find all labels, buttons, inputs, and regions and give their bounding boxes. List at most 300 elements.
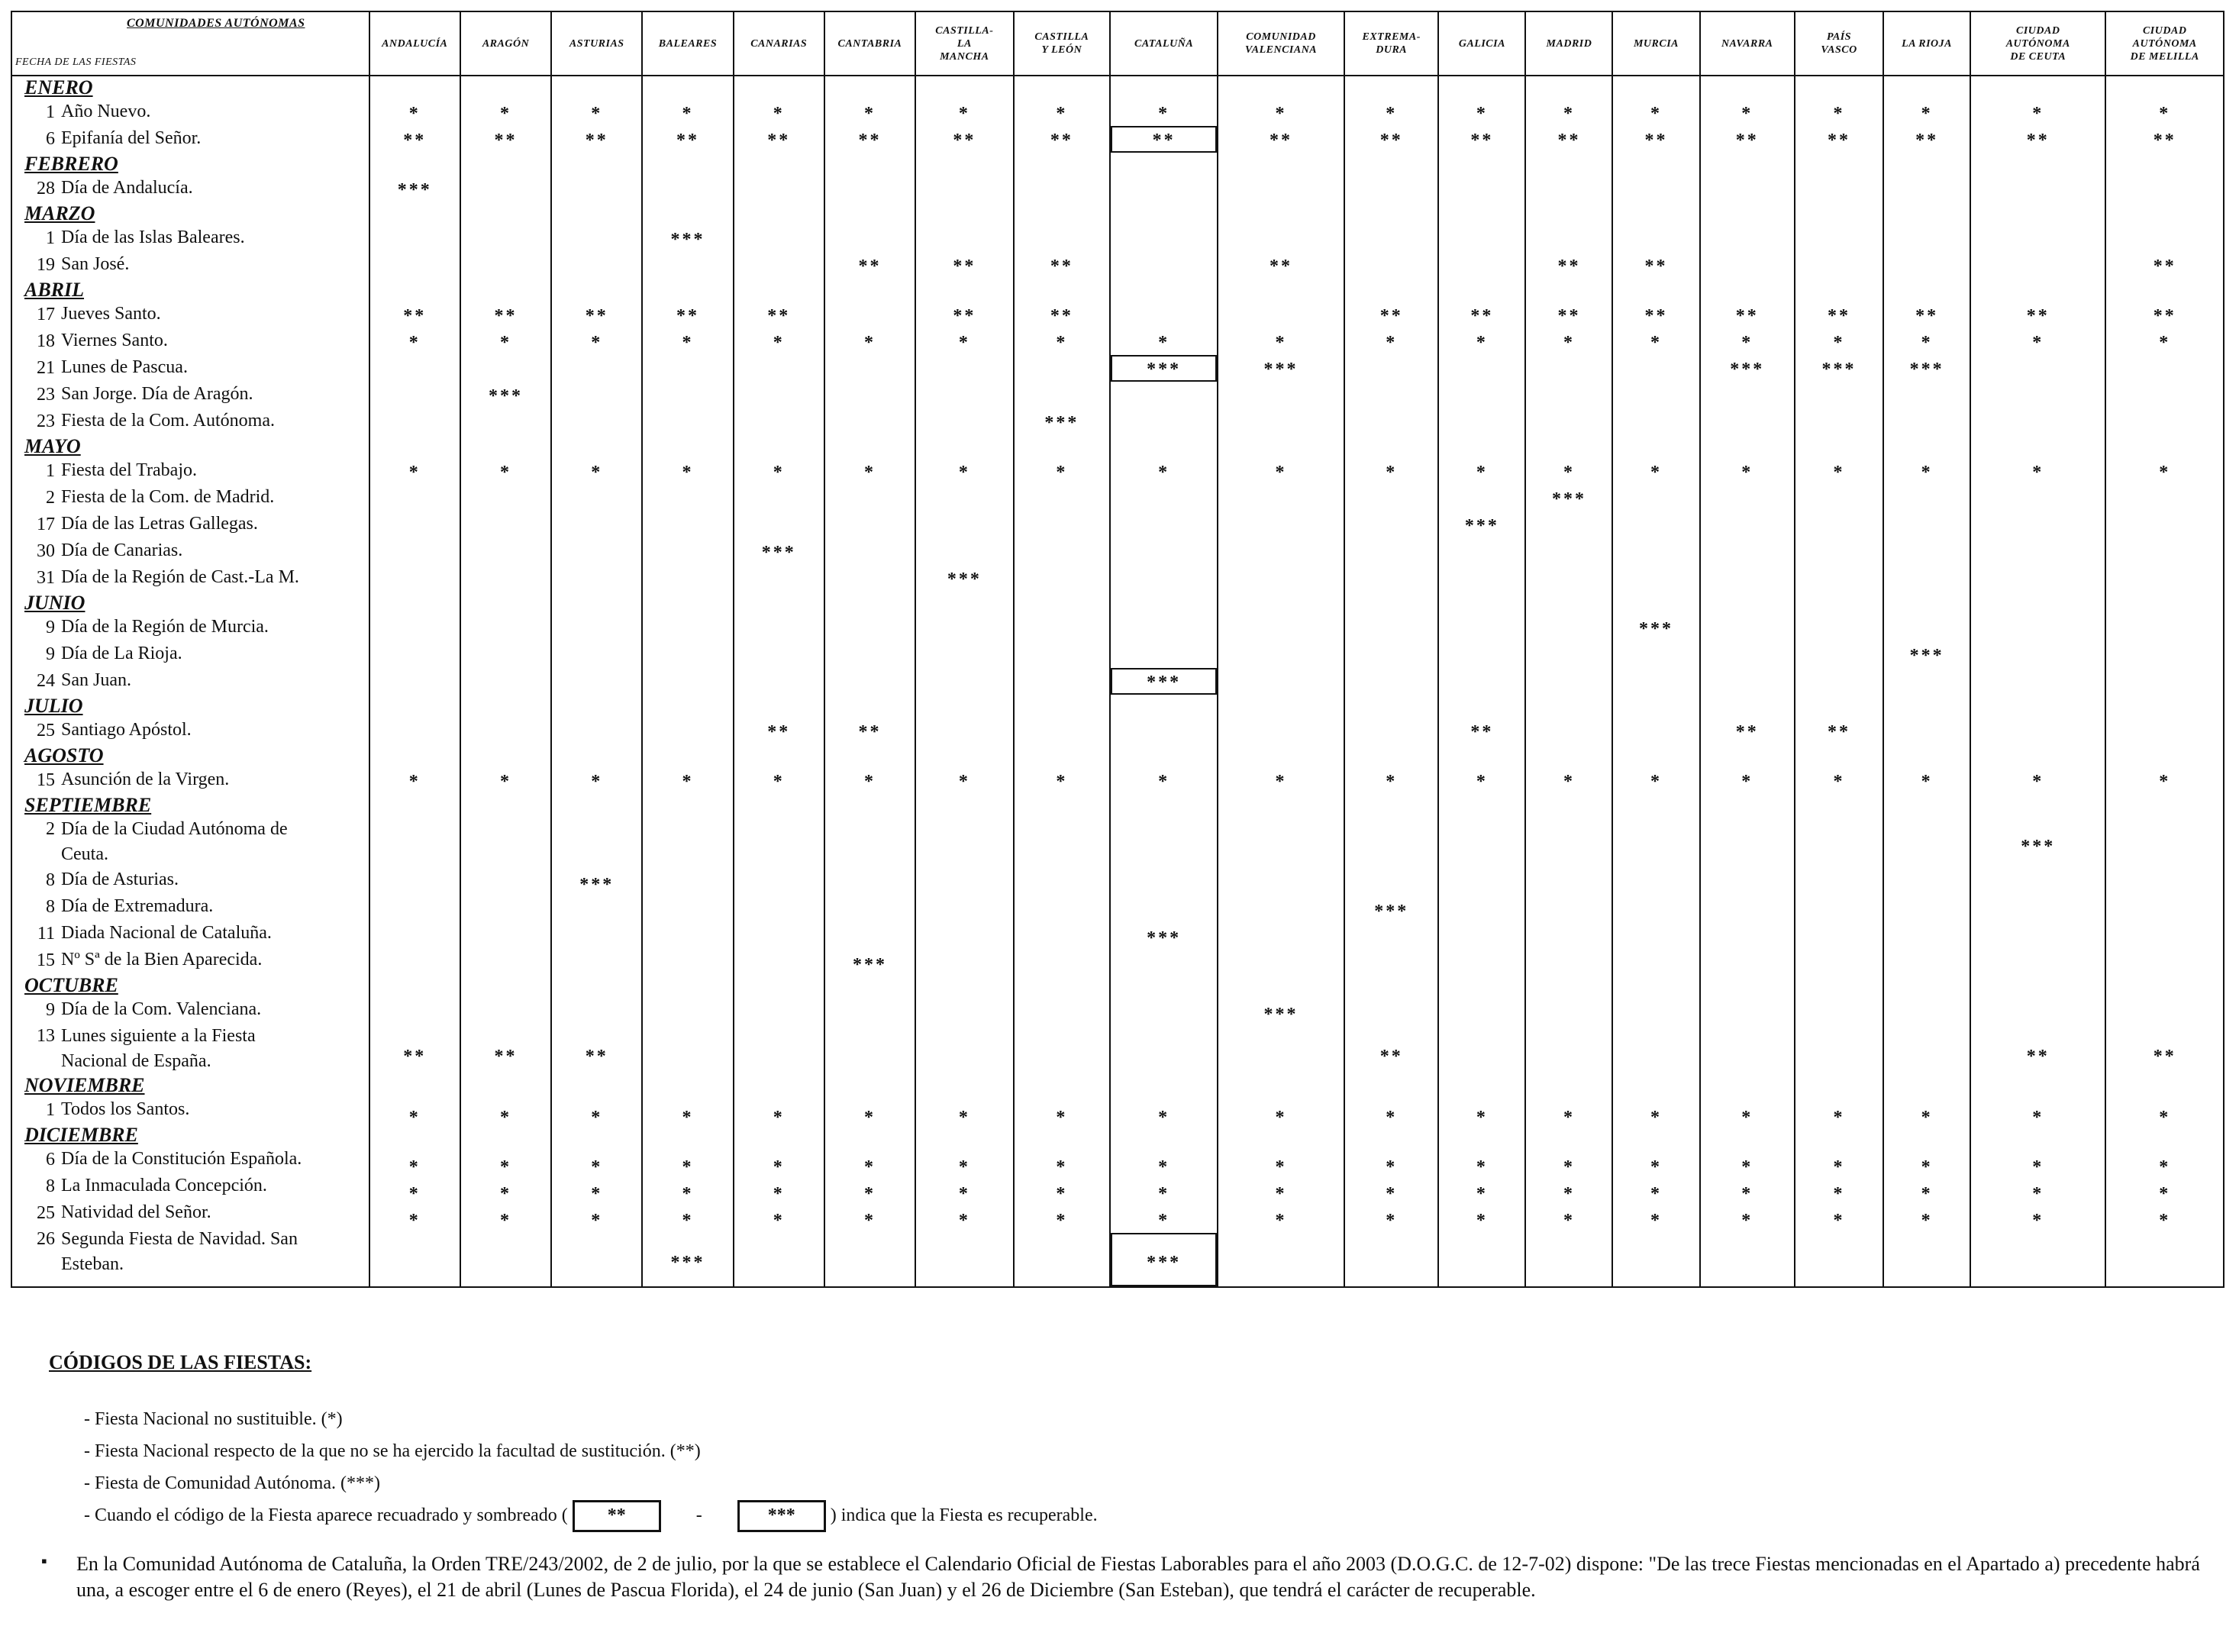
empty-mark	[1795, 538, 1883, 565]
holiday-mark: *	[1158, 333, 1170, 353]
holiday-mark: *	[2159, 1184, 2171, 1204]
region-header-line: CANTABRIA	[837, 37, 902, 50]
holiday-label	[12, 1097, 369, 1124]
holiday-mark: **	[1828, 722, 1850, 742]
region-column	[1438, 76, 1525, 1287]
empty-mark	[1111, 538, 1217, 565]
holiday-mark: *	[591, 1108, 603, 1128]
holiday-mark: ***	[1909, 646, 1944, 666]
region-header	[2105, 11, 2224, 76]
empty-mark	[1971, 950, 2105, 977]
region-header	[734, 11, 824, 76]
holiday-mark: *	[958, 1157, 970, 1177]
holiday-name	[61, 458, 369, 485]
empty-mark	[734, 950, 824, 977]
month-spacer	[1884, 279, 1970, 302]
empty-mark	[461, 615, 550, 641]
empty-mark	[1111, 408, 1217, 435]
month-spacer	[1439, 744, 1524, 767]
month-spacer	[1015, 202, 1109, 225]
empty-mark	[370, 485, 460, 511]
month-spacer	[2106, 794, 2223, 817]
holiday-mark: *	[1741, 463, 1753, 482]
holiday-name-line: Día de la Región de Cast.-La M.	[61, 567, 299, 587]
holiday-mark: *	[1386, 333, 1398, 353]
holiday-mark: **	[1379, 1047, 1403, 1066]
holiday-mark: **	[767, 131, 791, 150]
empty-mark	[1613, 897, 1699, 924]
empty-mark	[461, 225, 550, 252]
empty-mark	[1613, 538, 1699, 565]
empty-mark	[1015, 511, 1109, 538]
empty-mark	[1218, 668, 1344, 695]
empty-mark	[916, 924, 1013, 950]
empty-mark	[1971, 252, 2105, 279]
region-header	[1883, 11, 1970, 76]
empty-mark	[461, 565, 550, 592]
empty-mark	[370, 408, 460, 435]
holiday-day: 1	[46, 102, 55, 122]
holiday-mark: **	[1644, 257, 1668, 276]
month-spacer	[370, 592, 460, 615]
empty-mark	[1613, 485, 1699, 511]
holiday-day: 25	[37, 721, 55, 740]
holiday-mark: ***	[761, 543, 796, 563]
empty-mark	[1971, 565, 2105, 592]
empty-mark	[1971, 641, 2105, 668]
holiday-mark: *	[1275, 1184, 1287, 1204]
month-spacer	[1218, 1130, 1344, 1153]
empty-mark	[552, 382, 641, 408]
empty-mark	[1218, 538, 1344, 565]
holiday-mark: ***	[670, 1253, 705, 1273]
empty-mark	[734, 1027, 824, 1080]
region-header-line: LA	[957, 37, 972, 50]
comunidades-label: COMUNIDADES AUTÓNOMAS	[127, 17, 305, 30]
empty-mark	[1218, 511, 1344, 538]
empty-mark	[1701, 870, 1794, 897]
empty-mark	[1439, 950, 1524, 977]
empty-mark	[2106, 355, 2223, 382]
holiday-mark: *	[1563, 104, 1575, 124]
month-spacer	[461, 76, 550, 99]
empty-mark	[1345, 485, 1437, 511]
empty-mark	[643, 408, 732, 435]
month-spacer	[643, 592, 732, 615]
region-column	[642, 76, 733, 1287]
month-spacer	[1218, 76, 1344, 99]
empty-mark	[916, 1027, 1013, 1080]
month-spacer	[1701, 794, 1794, 817]
empty-mark	[1971, 176, 2105, 202]
region-header	[1438, 11, 1525, 76]
month-spacer	[825, 1130, 915, 1153]
empty-mark	[1015, 1233, 1109, 1286]
holiday-mark: ***	[1551, 489, 1586, 509]
empty-mark	[1015, 950, 1109, 977]
month-spacer	[1971, 744, 2105, 767]
holiday-mark: **	[676, 306, 699, 326]
empty-mark	[370, 817, 460, 870]
month-spacer	[1218, 435, 1344, 458]
month-spacer	[552, 695, 641, 718]
holiday-mark: *	[591, 1211, 603, 1231]
holiday-mark: **	[1470, 306, 1494, 326]
holiday-mark: *	[958, 1211, 970, 1231]
month-spacer	[1613, 695, 1699, 718]
empty-mark	[461, 252, 550, 279]
empty-mark	[1613, 1027, 1699, 1080]
month-spacer	[643, 202, 732, 225]
empty-mark	[1345, 355, 1437, 382]
month-spacer	[1701, 1080, 1794, 1103]
month-spacer	[1613, 202, 1699, 225]
empty-mark	[2106, 1000, 2223, 1027]
month-spacer	[1884, 202, 1970, 225]
empty-mark	[916, 538, 1013, 565]
empty-mark	[1015, 538, 1109, 565]
holiday-mark: *	[958, 463, 970, 482]
empty-mark	[1439, 225, 1524, 252]
holiday-mark: **	[1050, 257, 1073, 276]
holiday-name	[61, 355, 369, 382]
empty-mark	[1795, 485, 1883, 511]
empty-mark	[825, 408, 915, 435]
empty-mark	[2106, 538, 2223, 565]
region-header-line: CASTILLA	[1034, 31, 1089, 43]
empty-mark	[1884, 485, 1970, 511]
empty-mark	[1439, 615, 1524, 641]
month-spacer	[1111, 695, 1217, 718]
holiday-mark: **	[1915, 306, 1939, 326]
empty-mark	[552, 538, 641, 565]
empty-mark	[1526, 1000, 1611, 1027]
month-spacer	[2106, 1080, 2223, 1103]
month-spacer	[1971, 977, 2105, 1000]
month-spacer	[1111, 435, 1217, 458]
empty-mark	[1345, 641, 1437, 668]
empty-mark	[734, 924, 824, 950]
empty-mark	[1795, 870, 1883, 897]
empty-mark	[1015, 225, 1109, 252]
holiday-mark: **	[1111, 126, 1217, 153]
holiday-day: 26	[37, 1229, 55, 1249]
month-spacer	[1613, 592, 1699, 615]
holiday-mark: **	[2153, 1047, 2176, 1066]
empty-mark	[1701, 1233, 1794, 1286]
empty-mark	[552, 641, 641, 668]
month-spacer	[1795, 695, 1883, 718]
month-spacer	[552, 1080, 641, 1103]
holiday-mark: *	[773, 104, 785, 124]
empty-mark	[734, 641, 824, 668]
holiday-mark: *	[2032, 1108, 2044, 1128]
holiday-mark: *	[682, 1184, 694, 1204]
empty-mark	[1971, 408, 2105, 435]
holiday-day: 23	[37, 385, 55, 405]
empty-mark	[1439, 1027, 1524, 1080]
month-spacer	[461, 1080, 550, 1103]
holiday-table	[11, 11, 2224, 1288]
empty-mark	[1439, 355, 1524, 382]
holiday-label	[12, 997, 369, 1024]
holiday-name-line: Año Nuevo.	[61, 102, 151, 121]
holiday-mark: ***	[852, 955, 887, 975]
empty-mark	[734, 252, 824, 279]
holiday-mark: **	[1270, 131, 1293, 150]
month-spacer	[1971, 592, 2105, 615]
empty-mark	[1218, 485, 1344, 511]
region-header-line: VALENCIANA	[1244, 44, 1318, 56]
empty-mark	[1345, 565, 1437, 592]
empty-mark	[825, 870, 915, 897]
empty-mark	[1111, 950, 1217, 977]
holiday-mark: *	[1650, 1157, 1662, 1177]
holiday-name	[61, 99, 369, 126]
empty-mark	[1345, 511, 1437, 538]
region-header-line: ARAGÓN	[482, 37, 530, 50]
holiday-mark: *	[1741, 1184, 1753, 1204]
month-spacer	[370, 76, 460, 99]
holiday-mark: *	[1563, 1211, 1575, 1231]
month-spacer	[1526, 695, 1611, 718]
holiday-label-column	[11, 76, 369, 1287]
region-header-line: PAÍS	[1826, 31, 1852, 43]
month-spacer	[370, 794, 460, 817]
holiday-name	[61, 668, 369, 695]
holiday-name	[61, 408, 369, 435]
holiday-mark: *	[1833, 1184, 1845, 1204]
holiday-mark: *	[1275, 333, 1287, 353]
month-spacer	[1439, 977, 1524, 1000]
empty-mark	[1218, 718, 1344, 744]
empty-mark	[552, 1000, 641, 1027]
region-header-line: DURA	[1376, 44, 1408, 56]
holiday-mark: *	[773, 333, 785, 353]
empty-mark	[2106, 485, 2223, 511]
month-spacer	[916, 695, 1013, 718]
month-spacer	[2106, 977, 2223, 1000]
holiday-mark: **	[1557, 131, 1581, 150]
month-spacer	[1971, 1080, 2105, 1103]
month-spacer	[1971, 279, 2105, 302]
empty-mark	[1613, 565, 1699, 592]
holiday-mark: *	[1476, 1184, 1488, 1204]
empty-mark	[461, 897, 550, 924]
holiday-mark: *	[500, 1157, 511, 1177]
month-spacer	[643, 1130, 732, 1153]
empty-mark	[461, 950, 550, 977]
holiday-mark: *	[863, 772, 876, 792]
month-spacer	[825, 202, 915, 225]
holiday-name-line: Fiesta del Trabajo.	[61, 460, 197, 480]
empty-mark	[1701, 511, 1794, 538]
empty-mark	[1218, 641, 1344, 668]
month-spacer	[1971, 695, 2105, 718]
empty-mark	[1884, 225, 1970, 252]
empty-mark	[2106, 870, 2223, 897]
month-spacer	[1884, 695, 1970, 718]
holiday-mark: *	[773, 1184, 785, 1204]
holiday-mark: **	[2153, 257, 2176, 276]
holiday-mark: **	[494, 1047, 518, 1066]
holiday-day: 8	[46, 1176, 55, 1196]
region-column	[915, 76, 1014, 1287]
empty-mark	[1884, 870, 1970, 897]
month-spacer	[643, 744, 732, 767]
empty-mark	[916, 225, 1013, 252]
holiday-mark: **	[767, 722, 791, 742]
empty-mark	[1971, 1000, 2105, 1027]
holiday-mark: ***	[1730, 360, 1765, 379]
empty-mark	[1439, 565, 1524, 592]
empty-mark	[1795, 817, 1883, 870]
holiday-mark: *	[408, 1184, 421, 1204]
holiday-mark: *	[1650, 772, 1662, 792]
empty-mark	[643, 176, 732, 202]
month-heading: JULIO	[24, 695, 83, 717]
empty-mark	[1526, 924, 1611, 950]
empty-mark	[643, 641, 732, 668]
empty-mark	[2106, 225, 2223, 252]
empty-mark	[1526, 641, 1611, 668]
holiday-mark: *	[682, 463, 694, 482]
holiday-mark: *	[1650, 104, 1662, 124]
empty-mark	[1884, 252, 1970, 279]
empty-mark	[1795, 252, 1883, 279]
empty-mark	[1971, 924, 2105, 950]
empty-mark	[1218, 817, 1344, 870]
holiday-label	[12, 947, 369, 974]
holiday-mark: *	[1921, 772, 1933, 792]
holiday-name	[61, 328, 369, 355]
holiday-mark: **	[494, 131, 518, 150]
holiday-mark: **	[2153, 306, 2176, 326]
month-spacer	[1526, 202, 1611, 225]
empty-mark	[1701, 950, 1794, 977]
empty-mark	[1613, 668, 1699, 695]
region-header-line: COMUNIDAD	[1246, 31, 1316, 43]
month-spacer	[461, 744, 550, 767]
month-spacer	[370, 279, 460, 302]
holiday-name	[61, 947, 369, 974]
holiday-mark: *	[1158, 463, 1170, 482]
holiday-mark: **	[585, 131, 608, 150]
empty-mark	[1613, 1233, 1699, 1286]
empty-mark	[1971, 668, 2105, 695]
empty-mark	[1701, 252, 1794, 279]
holiday-day: 6	[46, 129, 55, 149]
month-spacer	[916, 794, 1013, 817]
empty-mark	[916, 718, 1013, 744]
holiday-name	[61, 538, 369, 565]
month-spacer	[1701, 977, 1794, 1000]
month-spacer	[2106, 592, 2223, 615]
month-spacer	[370, 977, 460, 1000]
empty-mark	[1526, 897, 1611, 924]
month-spacer	[1015, 592, 1109, 615]
legend-item-recuperable	[84, 1499, 1098, 1531]
holiday-day: 1	[46, 228, 55, 248]
empty-mark	[1884, 382, 1970, 408]
holiday-mark: *	[1476, 772, 1488, 792]
holiday-mark: **	[2153, 131, 2176, 150]
empty-mark	[370, 924, 460, 950]
empty-mark	[1971, 511, 2105, 538]
empty-mark	[643, 355, 732, 382]
empty-mark	[1218, 565, 1344, 592]
holiday-name-line: Nº Sª de la Bien Aparecida.	[61, 950, 263, 970]
holiday-label	[12, 176, 369, 202]
holiday-mark: **	[2026, 1047, 2050, 1066]
empty-mark	[461, 538, 550, 565]
empty-mark	[825, 355, 915, 382]
month-spacer	[1613, 977, 1699, 1000]
empty-mark	[916, 615, 1013, 641]
holiday-name-line: San José.	[61, 254, 130, 274]
empty-mark	[1795, 176, 1883, 202]
empty-mark	[643, 668, 732, 695]
empty-mark	[1613, 924, 1699, 950]
empty-mark	[1345, 668, 1437, 695]
holiday-name	[61, 1173, 369, 1200]
holiday-mark: *	[958, 772, 970, 792]
holiday-name-line: Lunes siguiente a la Fiesta	[61, 1026, 256, 1046]
holiday-mark: **	[403, 306, 427, 326]
month-heading: DICIEMBRE	[24, 1124, 138, 1146]
empty-mark	[1701, 225, 1794, 252]
holiday-mark: **	[2026, 306, 2050, 326]
empty-mark	[1526, 355, 1611, 382]
empty-mark	[2106, 641, 2223, 668]
empty-mark	[1884, 511, 1970, 538]
holiday-mark: *	[1741, 333, 1753, 353]
holiday-name-line: Asunción de la Virgen.	[61, 770, 230, 789]
empty-mark	[1795, 511, 1883, 538]
holiday-mark: *	[500, 1211, 511, 1231]
holiday-label	[12, 894, 369, 921]
month-spacer	[1795, 279, 1883, 302]
month-spacer	[916, 1130, 1013, 1153]
month-heading: ENERO	[24, 76, 93, 98]
empty-mark	[461, 1233, 550, 1286]
holiday-mark: ***	[1111, 1233, 1217, 1286]
month-spacer	[734, 435, 824, 458]
month-spacer	[1884, 76, 1970, 99]
empty-mark	[552, 511, 641, 538]
empty-mark	[1613, 817, 1699, 870]
holiday-name	[61, 1200, 369, 1227]
month-spacer	[1111, 744, 1217, 767]
month-spacer	[2106, 744, 2223, 767]
region-header-line: NAVARRA	[1721, 37, 1773, 50]
month-spacer	[1015, 435, 1109, 458]
month-spacer	[370, 435, 460, 458]
empty-mark	[825, 615, 915, 641]
holiday-mark: ***	[1374, 902, 1409, 921]
month-spacer	[1526, 1130, 1611, 1153]
holiday-mark: *	[1833, 333, 1845, 353]
holiday-mark: **	[858, 131, 882, 150]
holiday-name	[61, 302, 369, 328]
empty-mark	[461, 641, 550, 668]
empty-mark	[1701, 897, 1794, 924]
holiday-name-line: Segunda Fiesta de Navidad. San	[61, 1229, 298, 1249]
empty-mark	[1701, 1027, 1794, 1080]
empty-mark	[370, 718, 460, 744]
holiday-name-line: Día de La Rioja.	[61, 644, 182, 663]
cataluna-note	[41, 1551, 2214, 1603]
